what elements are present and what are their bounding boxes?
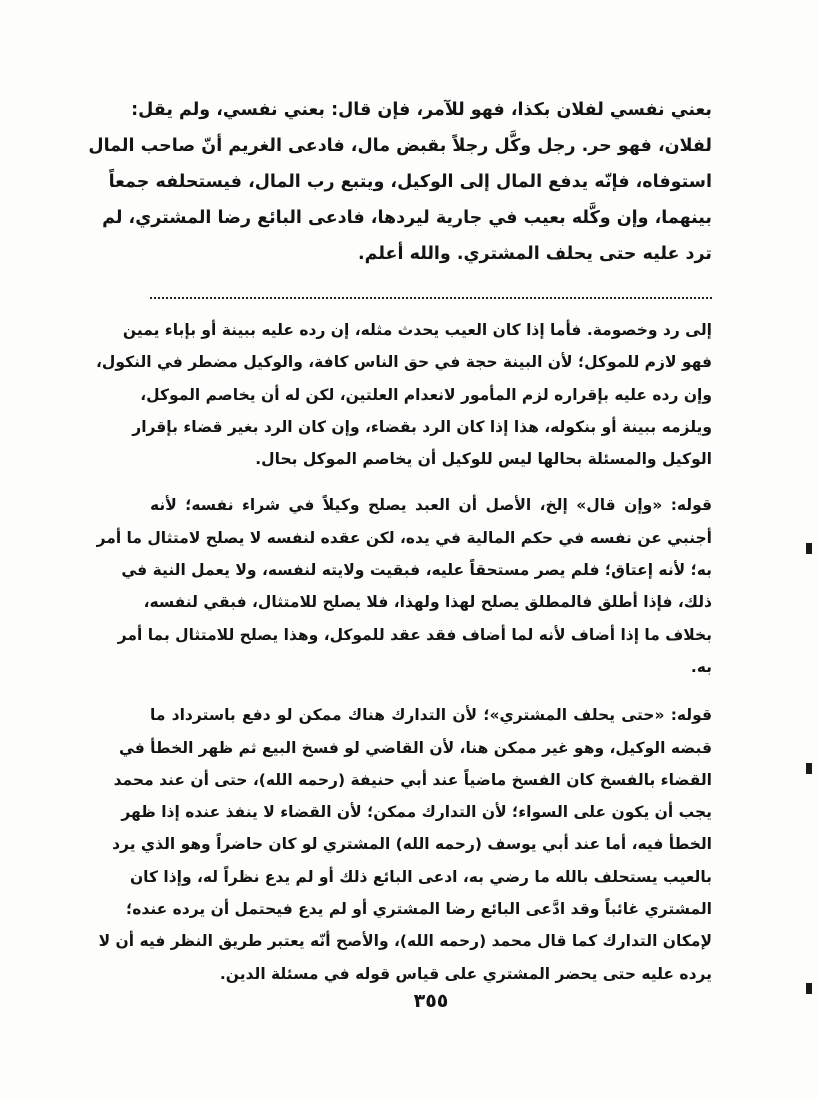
scan-edge-mark xyxy=(806,763,812,774)
scan-edge-mark xyxy=(806,543,812,554)
commentary-line: بالعيب يستحلف بالله ما رضي به، ادعى البائع ذلك أو لم يدع نظراً له، وإذا كان xyxy=(129,867,712,886)
commentary-line: يرده عليه حتى يحضر المشتري على قياس قوله في مسئلة الدين. xyxy=(219,964,712,983)
commentary-line: إلى رد وخصومة. فأما إذا كان العيب يحدث مثله، إن رده عليه ببينة أو بإباء يمين xyxy=(122,321,712,339)
main-text-line: ترد عليه حتى يحلف المشتري. والله أعلم. xyxy=(358,244,712,264)
commentary-line: المشتري غائباً وقد ادَّعى البائع رضا المشتري أو لم يدع فيحتمل أن يرده عنده؛ xyxy=(126,900,712,919)
main-text-line: لفلان، فهو حر. رجل وكَّل رجلاً بقبض مال، فادعى الغريم أنّ صاحب المال xyxy=(88,136,712,156)
scan-edge-mark xyxy=(806,983,812,994)
commentary-line: لإمكان التدارك كما قال محمد (رحمه الله)، والأصح أنّه يعتبر طريق النظر فيه أن لا xyxy=(98,932,712,951)
commentary-line: قبضه الوكيل، وهو غير ممكن هنا، لأن القاضي لو فسخ البيع ثم ظهر الخطأ في xyxy=(118,738,712,757)
commentary-line: وإن رده عليه بإقراره لزم المأمور لانعدام العلتين، لكن له أن يخاصم الموكل، xyxy=(140,385,712,404)
commentary-paragraph xyxy=(96,314,712,475)
commentary-line: به. xyxy=(690,657,712,676)
main-text-line: بعني نفسي لفلان بكذا، فهو للآمر، فإن قال: بعني نفسي، ولم يقل: xyxy=(131,100,712,120)
page-number: ٣٥٥ xyxy=(413,990,449,1012)
commentary-line: القضاء بالفسخ كان الفسخ ماضياً عند أبي حنيفة (رحمه الله)، حتى أن عند محمد xyxy=(113,770,712,789)
commentary-line: الوكيل والمسئلة بحالها ليس للوكيل أن يخاصم الموكل بحال. xyxy=(255,450,712,469)
main-text-line: استوفاه، فإنّه يدفع المال إلى الوكيل، ويتبع رب المال، فيستحلفه جمعاً xyxy=(108,172,712,192)
book-page xyxy=(88,92,712,1032)
commentary-line: الخطأ فيه، أما عند أبي يوسف (رحمه الله) المشتري لو كان حاضراً وهو الذي يرد xyxy=(112,835,712,854)
commentary-line: به؛ لأنه إعتاق؛ فلم يصر مستحقاً عليه، فبقيت ولايته لنفسه، ولا يعمل النية في xyxy=(121,561,712,580)
commentary-line: أجنبي عن نفسه في حكم المالية في يده، لكن عقده لنفسه لا يصلح لامتثال ما أمر xyxy=(96,528,712,547)
main-text-block xyxy=(88,92,712,272)
commentary-block xyxy=(96,314,712,990)
dotted-separator xyxy=(150,297,712,301)
commentary-line: قوله: «حتى يحلف المشتري»؛ لأن التدارك هناك ممكن لو دفع باسترداد ما xyxy=(150,706,712,725)
commentary-line: ذلك، فإذا أطلق فالمطلق يصلح لهذا ولهذا، فلا يصلح للامتثال، فبقي لنفسه، xyxy=(143,593,712,612)
commentary-line: فهو لازم للموكل؛ لأن البينة حجة في حق الناس كافة، والوكيل مضطر في النكول، xyxy=(96,353,712,372)
commentary-line: بخلاف ما إذا أضاف لأنه لما أضاف فقد عقد للموكل، وهذا يصلح للامتثال بما أمر xyxy=(117,625,712,644)
commentary-line: ويلزمه ببينة أو بنكوله، هذا إذا كان الرد بقضاء، وإن كان الرد بغير قضاء بإقرار xyxy=(132,417,712,436)
main-text-line: بينهما، وإن وكَّله بعيب في جارية ليردها، فادعى البائع رضا المشتري، لم xyxy=(102,208,712,228)
commentary-line: قوله: «وإن قال» إلخ، الأصل أن العبد يصلح وكيلاً في شراء نفسه؛ لأنه xyxy=(150,496,712,515)
commentary-paragraph xyxy=(98,699,712,990)
commentary-paragraph xyxy=(96,489,712,683)
commentary-line: يجب أن يكون على السواء؛ لأن التدارك ممكن؛ لأن القضاء لا ينفذ عنده إذا ظهر xyxy=(121,803,712,822)
